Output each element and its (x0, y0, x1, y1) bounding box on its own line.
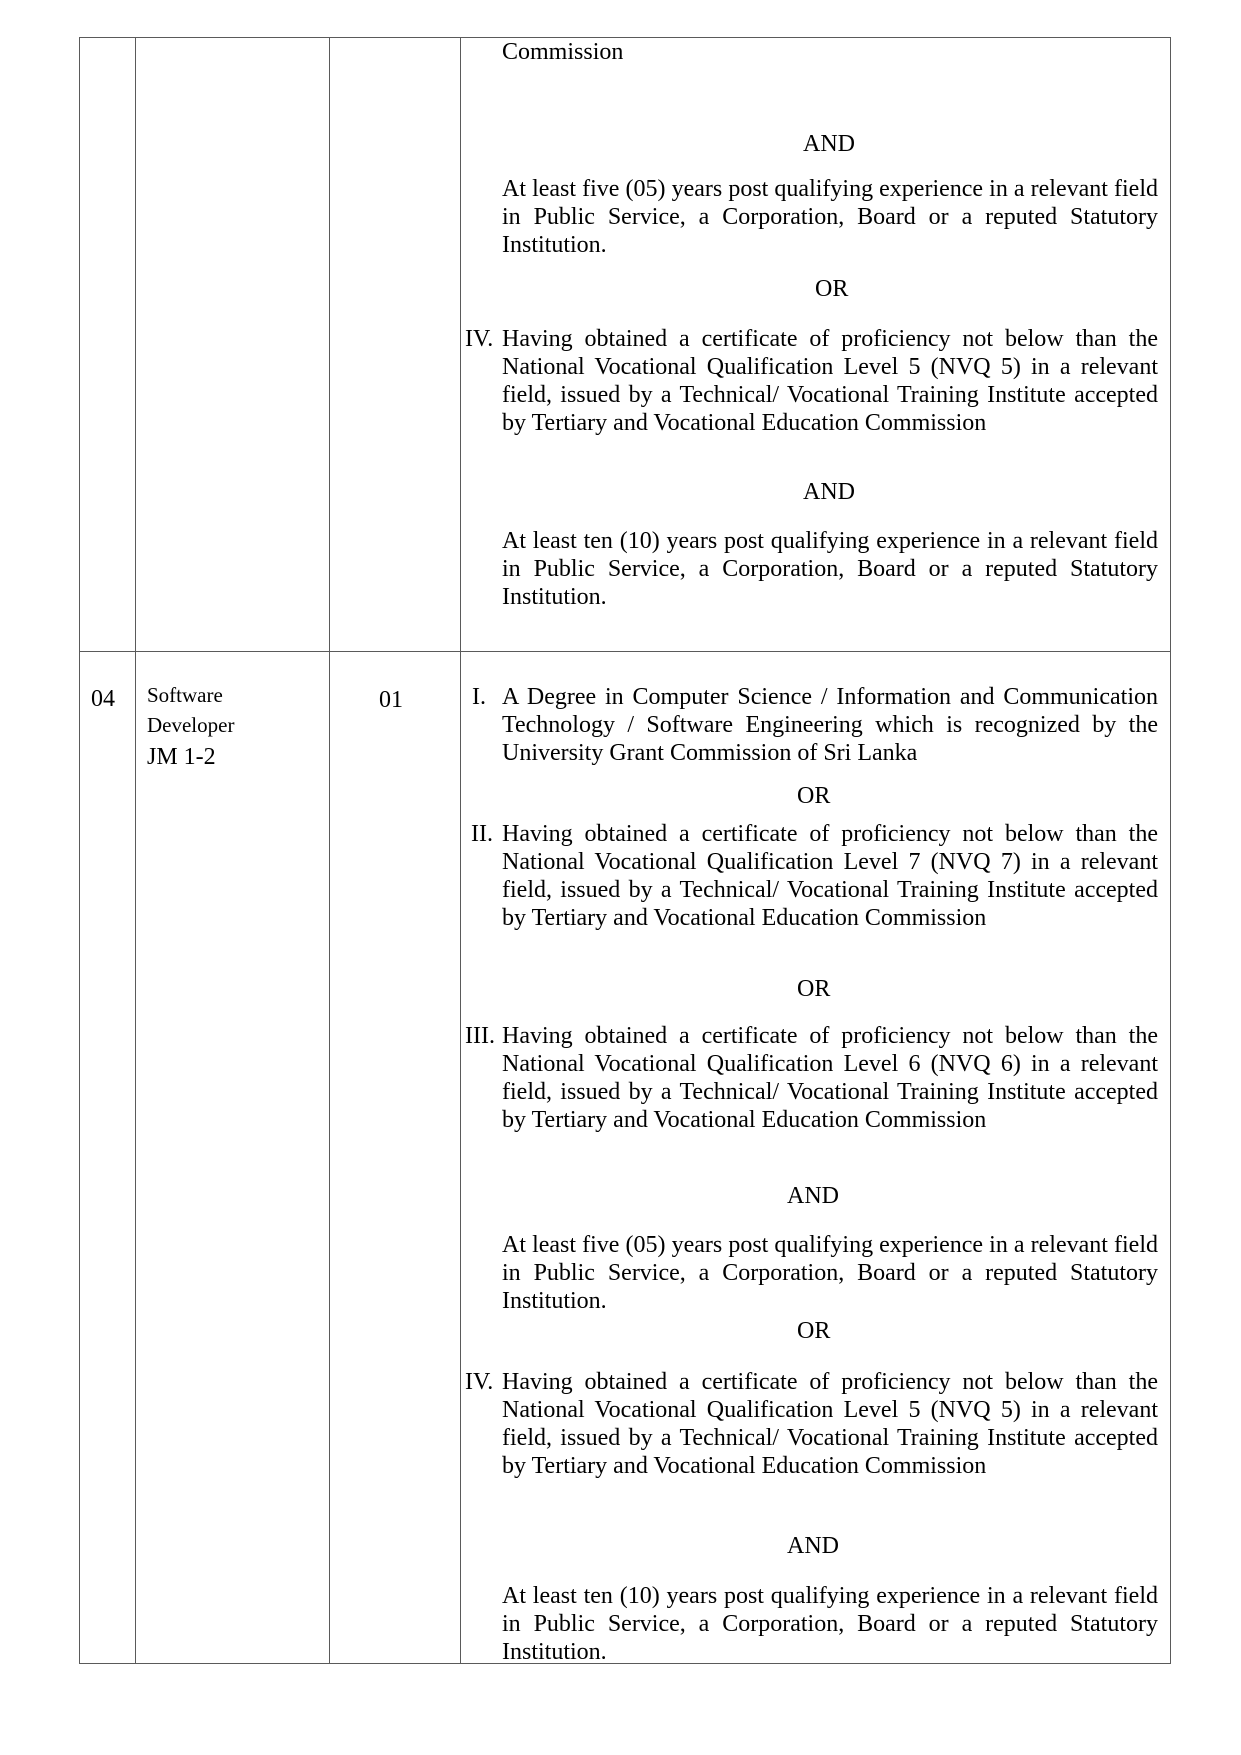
post-title-line1: Software (147, 683, 223, 707)
vacancies-count: 01 (379, 687, 403, 713)
and-separator: AND (803, 131, 855, 157)
and-separator: AND (803, 479, 855, 505)
qualification-iv-text: Having obtained a certificate of proficiency not below than the National Vocational Qualification Level 5 (NVQ 5) in a relevant field, issued by a Technical/ Vocational Training Institute accepted by Tertiary and Vocational Education Commission (502, 1369, 1158, 1479)
experience-ten-years-text: At least ten (10) years post qualifying experience in a relevant field in Public Service, a Corporation, Board or a reputed Statutory Institution. (502, 528, 1158, 610)
column-divider-post (329, 37, 330, 1664)
or-separator: OR (815, 276, 849, 302)
experience-five-years-text: At least five (05) years post qualifying experience in a relevant field in Public Service, a Corporation, Board or a reputed Statutory Institution. (502, 1232, 1158, 1314)
row-number: 04 (91, 686, 115, 712)
qualification-i-text: A Degree in Computer Science / Information and Communication Technology / Software Engineering which is recognized by the University Grant Commission of Sri Lanka (502, 684, 1158, 766)
row-divider (79, 651, 1171, 652)
post-grade: JM 1-2 (147, 744, 216, 770)
or-separator: OR (797, 976, 831, 1002)
qualification-iv-text: Having obtained a certificate of proficiency not below than the National Vocational Qualification Level 5 (NVQ 5) in a relevant field, issued by a Technical/ Vocational Training Institute accepted by Tertiary and Vocational Education Commission (502, 326, 1158, 436)
and-separator: AND (787, 1183, 839, 1209)
item-number-iii: III. (465, 1023, 495, 1049)
column-divider-vacancies (460, 37, 461, 1664)
post-title-line2: Developer (147, 713, 235, 737)
item-number-ii: II. (471, 821, 493, 847)
item-number-iv: IV. (465, 1369, 494, 1395)
experience-ten-years-text: At least ten (10) years post qualifying experience in a relevant field in Public Service, a Corporation, Board or a reputed Statutory Institution. (502, 1583, 1158, 1665)
experience-five-years-text: At least five (05) years post qualifying experience in a relevant field in Public Service, a Corporation, Board or a reputed Statutory Institution. (502, 176, 1158, 258)
qualification-iii-text: Having obtained a certificate of proficiency not below than the National Vocational Qualification Level 6 (NVQ 6) in a relevant field, issued by a Technical/ Vocational Training Institute accepted by Tertiary and Vocational Education Commission (502, 1023, 1158, 1133)
and-separator: AND (787, 1533, 839, 1559)
item-number-i: I. (472, 684, 486, 710)
or-separator: OR (797, 783, 831, 809)
or-separator: OR (797, 1318, 831, 1344)
qualification-ii-text: Having obtained a certificate of proficiency not below than the National Vocational Qualification Level 7 (NVQ 7) in a relevant field, issued by a Technical/ Vocational Training Institute accepted by Tertiary and Vocational Education Commission (502, 821, 1158, 931)
item-number-iv: IV. (465, 326, 494, 352)
column-divider-number (135, 37, 136, 1664)
commission-tail-text: Commission (502, 39, 624, 65)
